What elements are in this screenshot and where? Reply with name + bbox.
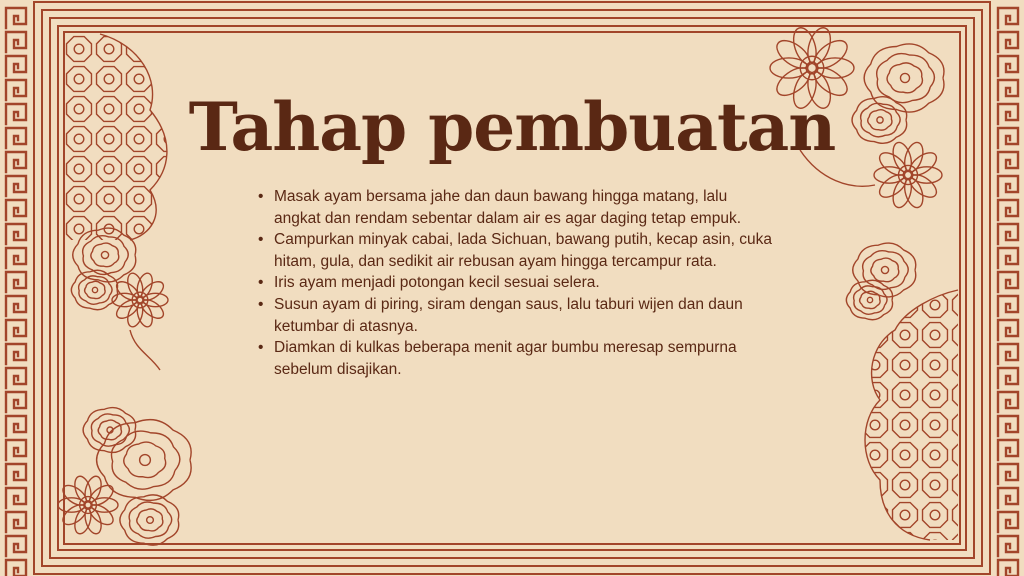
peony-ornament-icon <box>846 280 892 319</box>
list-item: • Diamkan di kulkas beberapa menit agar bumbu meresap sempurna sebelum disajikan. <box>258 337 778 380</box>
peony-ornament-icon <box>853 243 916 297</box>
list-item: • Susun ayam di piring, siram dengan saus, lalu taburi wijen dan daun ketumbar di atasnya. <box>258 294 778 337</box>
peony-ornament-icon <box>83 408 136 453</box>
flower-ornament-icon <box>112 271 168 328</box>
page-title: Tahap pembuatan <box>188 88 836 166</box>
peony-ornament-icon <box>97 420 192 501</box>
steps-list <box>258 186 778 380</box>
list-item: • Campurkan minyak cabai, lada Sichuan, bawang putih, kecap asin, cuka hitam, gula, dan sedikit air rebusan ayam hingga tercampur rata. <box>258 229 778 272</box>
list-item: • Iris ayam menjadi potongan kecil sesuai selera. <box>258 272 778 294</box>
peony-ornament-icon <box>120 495 179 545</box>
peony-ornament-icon <box>71 270 117 309</box>
lattice-pattern-icon <box>863 293 978 558</box>
list-item: • Masak ayam bersama jahe dan daun bawang hingga matang, lalu angkat dan rendam sebentar dalam air es agar daging tetap empuk. <box>258 186 778 229</box>
flower-ornament-icon <box>58 474 118 536</box>
